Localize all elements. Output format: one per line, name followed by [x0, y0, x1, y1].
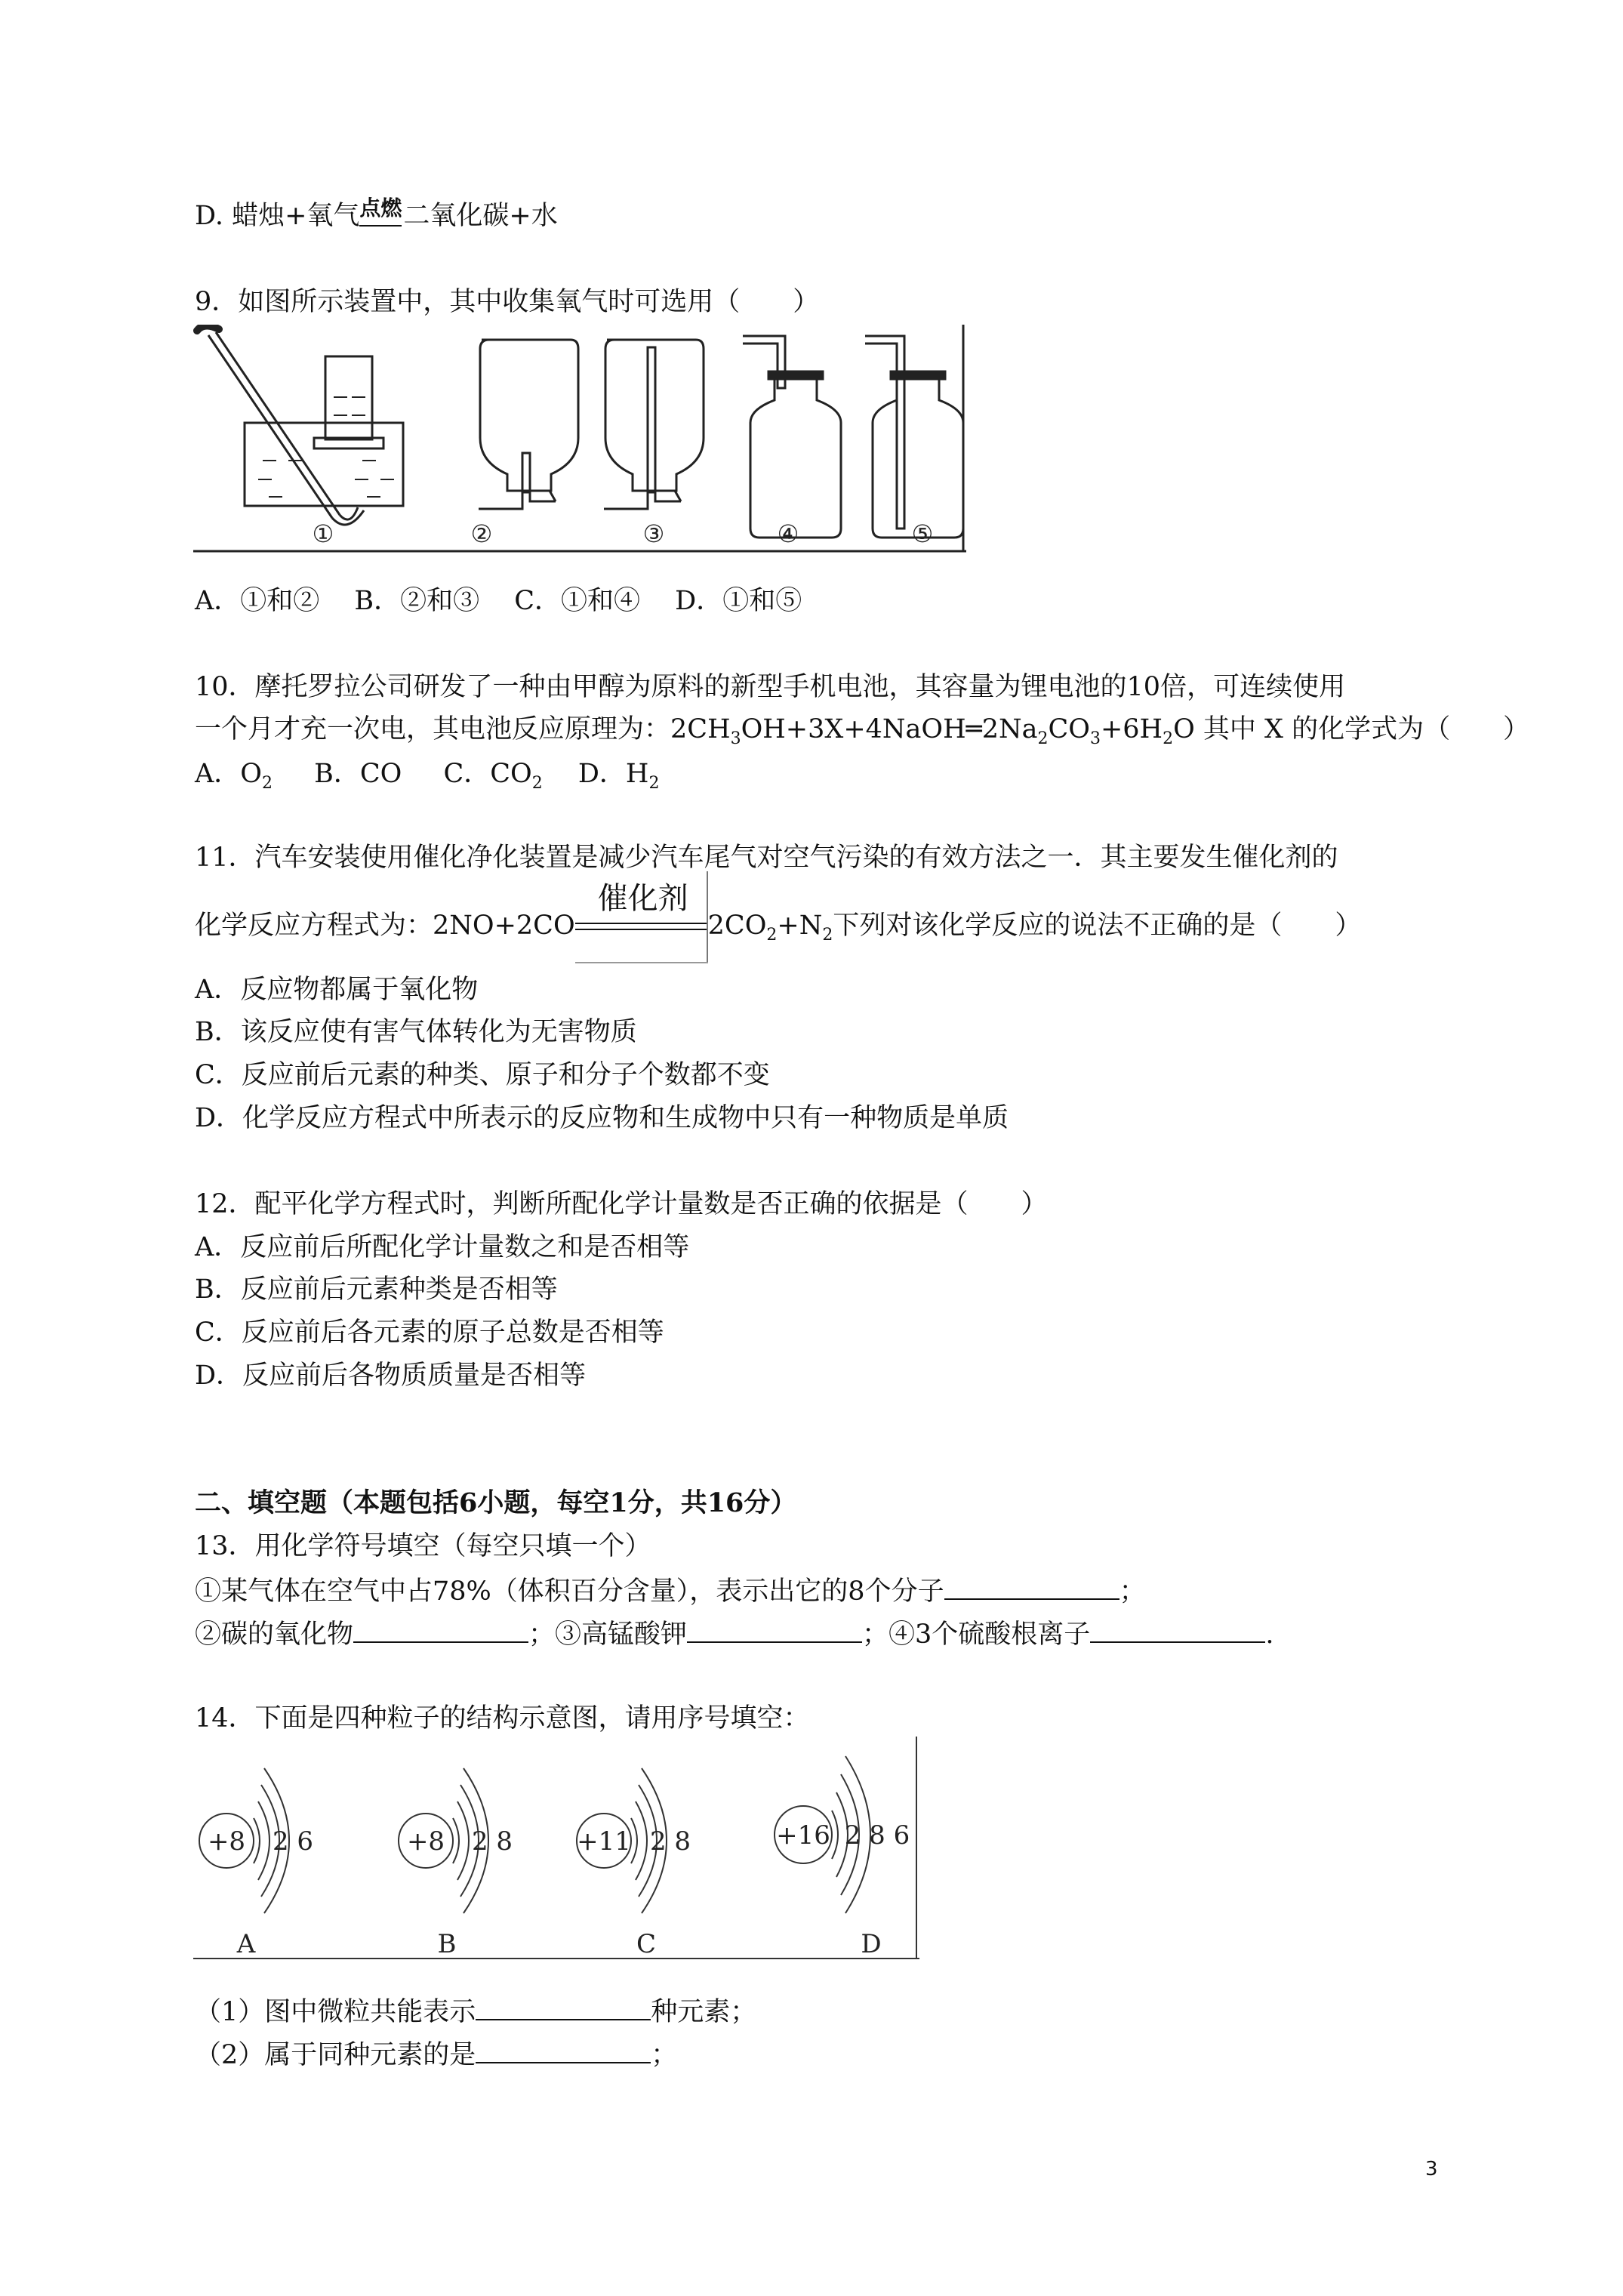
q14-sub1: （1）图中微粒共能表示 种元素；	[195, 1993, 756, 2029]
page-number: 3	[1425, 2158, 1438, 2180]
section-2-title: 二、填空题（本题包括6小题，每空1分，共16分）	[195, 1487, 797, 1518]
reaction-arrow	[359, 195, 403, 233]
q10-option-c: C．$CO_2$	[443, 759, 543, 793]
q10-option-b: B．CO	[314, 759, 402, 789]
particle-d-label: D	[861, 1929, 882, 1959]
q13-stem: 13．用化学符号填空（每空只填一个）	[195, 1531, 651, 1561]
q11-line2: 化学反应方程式为：2NO+2CO 催化剂 $2CO_2+N_2$下列对该化学反应的说法不正确的是（ ）	[195, 909, 1361, 942]
answer-blank-6[interactable]	[476, 2036, 651, 2063]
q11-line1: 11．汽车安装使用催化净化装置是减少汽车尾气对空气污染的有效方法之一．其主要发生催化剂的	[195, 843, 1338, 873]
q8-option-d-suffix: 二氧化碳+水	[403, 201, 558, 231]
particle-d-electrons: 2 8 6	[844, 1820, 910, 1851]
particle-b-nucleus: +8	[406, 1826, 445, 1857]
answer-blank-4[interactable]	[1090, 1616, 1265, 1643]
figure-label-5: ⑤	[911, 519, 934, 548]
q9-stem: 9．如图所示装置中，其中收集氧气时可选用（ ）	[195, 287, 820, 317]
q11-option-c: C．反应前后元素的种类、原子和分子个数都不变	[195, 1060, 770, 1090]
q11-option-a: A．反应物都属于氧化物	[195, 975, 479, 1005]
particle-a-nucleus: +8	[207, 1826, 246, 1857]
q10-line2: 一个月才充一次电，其电池反应原理为：$2CH_3OH+3X+4NaOH═2Na_2CO_3+6H_2O$ 其中 X 的化学式为（ ）	[195, 714, 1530, 748]
particle-structure-diagrams	[193, 1737, 919, 1963]
q10-line1: 10．摩托罗拉公司研发了一种由甲醇为原料的新型手机电池，其容量为锂电池的10倍，可连续使用	[195, 672, 1346, 702]
figure-label-2: ②	[470, 519, 493, 548]
q12-option-c: C．反应前后各元素的原子总数是否相等	[195, 1318, 664, 1348]
catalyst-equals-sign	[575, 880, 708, 942]
q10-option-a: A．$O_2$	[195, 759, 273, 793]
q14-sub2: （2）属于同种元素的是 ；	[195, 2036, 677, 2072]
gas-collection-apparatus-figure	[193, 325, 966, 555]
particle-c-electrons: 2 8	[649, 1826, 691, 1857]
answer-blank-3[interactable]	[687, 1616, 862, 1643]
answer-blank-2[interactable]	[353, 1616, 528, 1643]
answer-blank-5[interactable]	[476, 1993, 651, 2020]
particle-a-label: A	[236, 1929, 256, 1959]
answer-blank-1[interactable]	[944, 1573, 1119, 1600]
q8-option-d-prefix: D. 蜡烛+氧气	[195, 201, 360, 231]
q10-equation: $2CH_3OH+3X+4NaOH═2Na_2CO_3+6H_2O$	[670, 714, 1195, 748]
particle-a-electrons: 2 6	[272, 1826, 314, 1857]
figure-label-4: ④	[777, 519, 799, 548]
q10-options	[195, 757, 659, 791]
particle-b-electrons: 2 8	[471, 1826, 513, 1857]
figure-label-3: ③	[642, 519, 665, 548]
particle-c-nucleus: +11	[577, 1826, 631, 1857]
q12-stem: 12．配平化学方程式时，判断所配化学计量数是否正确的依据是（ ）	[195, 1189, 1048, 1219]
particle-d-nucleus: +16	[776, 1820, 830, 1851]
q12-option-a: A．反应前后所配化学计量数之和是否相等	[195, 1232, 690, 1262]
q9-options: A．①和② B．②和③ C．①和④ D．①和⑤	[195, 586, 802, 616]
figure-label-1: ①	[312, 519, 334, 548]
q12-option-b: B．反应前后元素种类是否相等	[195, 1274, 558, 1305]
particle-c-label: C	[636, 1929, 657, 1959]
catalyst-label: 催化剂	[597, 880, 688, 916]
q8-option-d	[195, 195, 558, 233]
q14-stem: 14．下面是四种粒子的结构示意图，请用序号填空：	[195, 1703, 810, 1734]
q12-option-d: D．反应前后各物质质量是否相等	[195, 1361, 587, 1391]
particle-b-label: B	[437, 1929, 457, 1959]
condition-label: 点燃	[359, 195, 402, 220]
q13-line2: ②碳的氧化物 ；③高锰酸钾 ；④3个硫酸根离子 .	[195, 1616, 1273, 1651]
q11-option-b: B．该反应使有害气体转化为无害物质	[195, 1017, 637, 1047]
q11-option-d: D．化学反应方程式中所表示的反应物和生成物中只有一种物质是单质	[195, 1103, 1009, 1133]
q13-line1: ①某气体在空气中占78%（体积百分含量），表示出它的8个分子 ；	[195, 1573, 1146, 1608]
q10-option-d: D．$H_2$	[577, 759, 660, 793]
